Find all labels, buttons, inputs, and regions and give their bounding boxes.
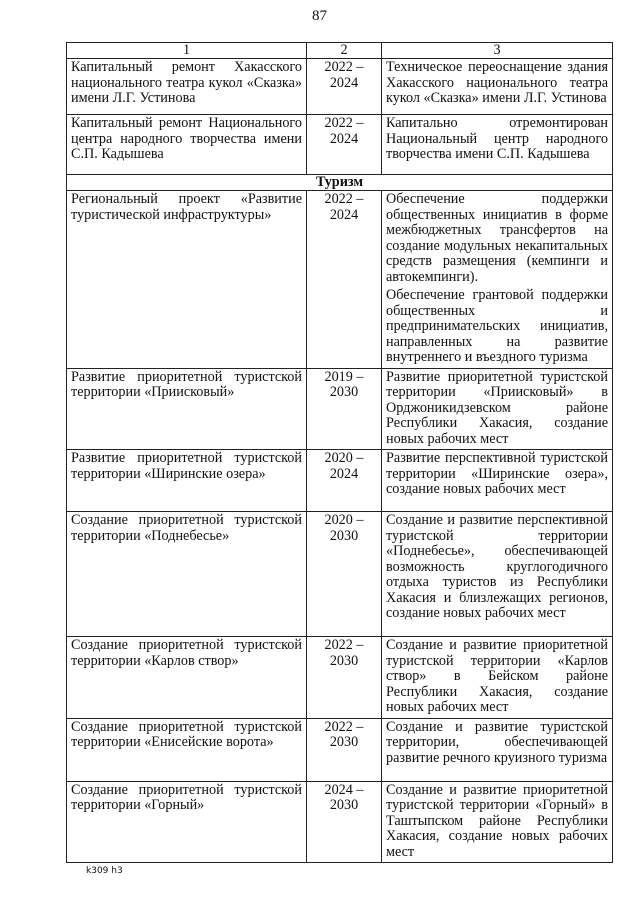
measure-name: Капитальный ремонт Национального центра народного творчества имени С.П. Кадышева [67, 115, 307, 175]
measure-result: Капитально отремонтирован Национальный центр народного творчества имени С.П. Кадышева [382, 115, 613, 175]
measure-result: Техническое переоснащение здания Хакасского национального театра кукол «Сказка» имени Л.Г. Устинова [382, 59, 613, 115]
measure-period: 2020 – 2024 [307, 450, 382, 512]
measure-period: 2022 – 2024 [307, 191, 382, 369]
table-row [67, 191, 613, 369]
measure-result: Создание и развитие приоритетной туристской территории «Карлов створ» в Бейском районе Республики Хакасия, создание новых рабочих мест [382, 637, 613, 719]
measure-name: Развитие приоритетной туристской территории «Ширинские озера» [67, 450, 307, 512]
measure-result: Развитие приоритетной туристской территории «Приисковый» в Орджоникидзевском районе Республики Хакасия, создание новых рабочих мест [382, 368, 613, 450]
footer-code: k309 h3 [86, 866, 123, 876]
table-row [67, 115, 613, 175]
measure-name: Создание приоритетной туристской территории «Енисейские ворота» [67, 718, 307, 781]
measure-result: Обеспечение поддержки общественных инициатив в форме межбюджетных трансфертов на создание модульных некапитальных средств размещения (кемпинги и автокемпинги). [386, 191, 608, 285]
measure-name: Развитие приоритетной туристской территории «Приисковый» [67, 368, 307, 450]
measure-name: Региональный проект «Развитие туристической инфраструктуры» [67, 191, 307, 369]
column-header-1: 1 [67, 43, 307, 59]
measure-period: 2019 – 2030 [307, 368, 382, 450]
measure-period: 2022 – 2024 [307, 115, 382, 175]
table-row [67, 512, 613, 637]
measure-period: 2022 – 2030 [307, 718, 382, 781]
measure-result-cell [382, 191, 613, 369]
measure-period: 2020 – 2030 [307, 512, 382, 637]
table-header-row [67, 43, 613, 59]
table-row [67, 368, 613, 450]
table-row [67, 718, 613, 781]
measure-period: 2022 – 2024 [307, 59, 382, 115]
column-header-3: 3 [382, 43, 613, 59]
measure-period: 2022 – 2030 [307, 637, 382, 719]
measure-result: Создание и развитие туристской территории, обеспечивающей развитие речного круизного туризма [382, 718, 613, 781]
table-row [67, 637, 613, 719]
page-number: 87 [312, 8, 327, 24]
measure-name: Создание приоритетной туристской территории «Горный» [67, 781, 307, 863]
section-title: Туризм [67, 175, 613, 191]
column-header-2: 2 [307, 43, 382, 59]
measure-result: Создание и развитие приоритетной туристской территории «Горный» в Таштыпском районе Республики Хакасия, создание новых рабочих мест [382, 781, 613, 863]
section-row-tourism [67, 175, 613, 191]
measure-result-continued: Обеспечение грантовой поддержки общественных и предпринимательских инициатив, направленных на развитие внутреннего и въездного туризма [386, 287, 608, 365]
measures-table [66, 42, 613, 863]
measure-period: 2024 – 2030 [307, 781, 382, 863]
measure-name: Создание приоритетной туристской территории «Карлов створ» [67, 637, 307, 719]
measure-result: Создание и развитие перспективной туристской территории «Поднебесье», обеспечивающей возможность круглогодичного отдыха туристов из Республики Хакасия и близлежащих регионов, создание новых рабочих мест [382, 512, 613, 637]
table-row [67, 450, 613, 512]
measure-result: Развитие перспективной туристской территории «Ширинские озера», создание новых рабочих мест [382, 450, 613, 512]
table-row [67, 781, 613, 863]
table-row [67, 59, 613, 115]
measure-name: Создание приоритетной туристской территории «Поднебесье» [67, 512, 307, 637]
measure-name: Капитальный ремонт Хакасского национального театра кукол «Сказка» имени Л.Г. Устинова [67, 59, 307, 115]
